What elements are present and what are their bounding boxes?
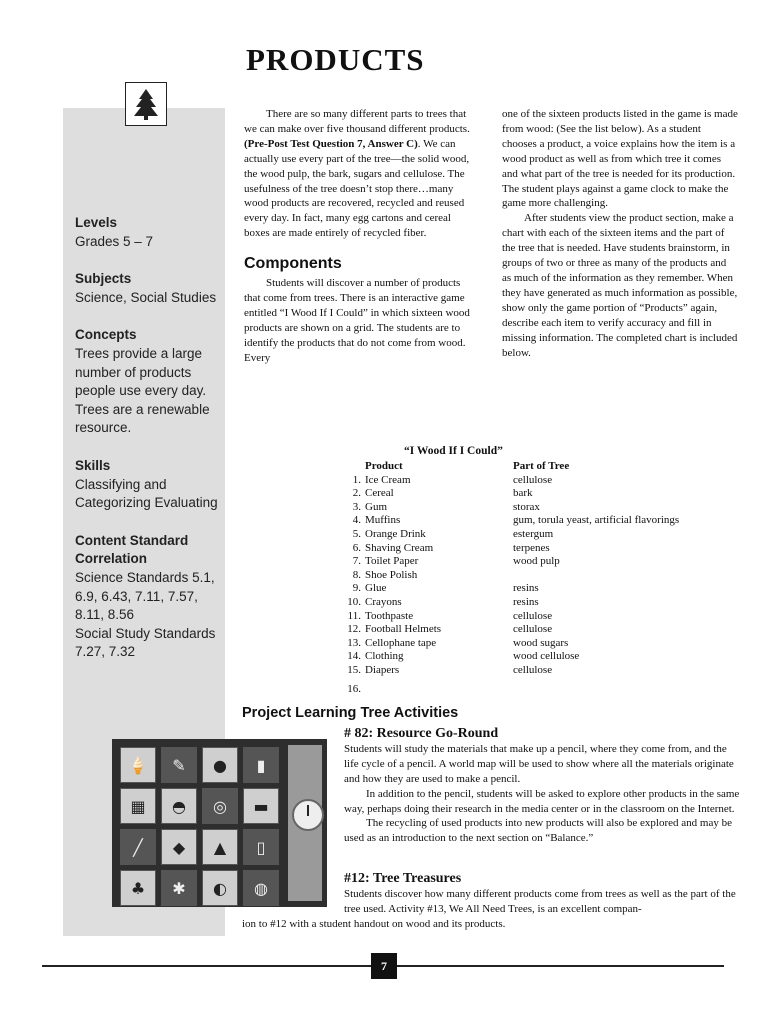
social-study-standards: Social Study Standards 7.27, 7.32: [75, 625, 216, 660]
concepts-heading: Concepts: [75, 327, 137, 343]
tape-icon: ◎: [202, 788, 238, 824]
clothing-icon: ♣: [120, 870, 156, 906]
subjects-value: Science, Social Studies: [75, 289, 217, 305]
helmet-icon: ◓: [161, 788, 197, 824]
components-heading: Components: [244, 255, 342, 273]
row-product: Toilet Paper: [365, 555, 419, 568]
row-product: Cellophane tape: [365, 636, 437, 649]
orange-drink-icon: ◐: [202, 870, 238, 906]
row-part: cellulose: [513, 663, 553, 676]
row-product: Shaving Cream: [365, 541, 434, 554]
table-row: [336, 683, 713, 697]
row-number: 5.: [352, 527, 361, 540]
row-number: 15.: [347, 663, 361, 676]
components-paragraph: Students will discover a number of products that come from trees. There is an interactive game entitled “I Wood If I Could” in which sixteen wood products are shown on a grid. The students are to identify the products that do not come from wood. Every: [244, 277, 470, 364]
ice-cream-icon: 🍦: [120, 747, 156, 783]
diapers-icon: ◆: [161, 829, 197, 865]
table-row: [336, 569, 713, 583]
table-row: [336, 528, 713, 542]
row-number: 11.: [347, 609, 361, 622]
page-number: 7: [371, 953, 397, 979]
row-part: [513, 569, 713, 583]
table-row: [336, 582, 713, 596]
row-product: Crayons: [365, 595, 402, 608]
row-part: resins: [513, 582, 539, 595]
row-number: 2.: [352, 487, 361, 500]
row-part: estergum: [513, 527, 554, 540]
product-grid: [120, 747, 280, 906]
row-part: cellulose: [513, 473, 553, 486]
bottle-icon: ▮: [243, 747, 279, 783]
row-part: storax: [513, 500, 540, 513]
page-title: PRODUCTS: [246, 42, 425, 77]
activity-12-p1: Students discover how many different products come from trees as well as the part of the tree used. Activity #13, We All Need Trees, is an excellent compan-: [344, 887, 736, 915]
row-product: Glue: [365, 582, 387, 595]
activity-82-p2: In addition to the pencil, students will be asked to explore other products in the same way, perhaps doing their research in the media center or in the classroom on the Internet.: [344, 787, 740, 815]
row-product: Muffins: [365, 514, 401, 527]
row-number: 4.: [352, 514, 361, 527]
header-product: Product: [365, 460, 403, 472]
levels-value: Grades 5 – 7: [75, 233, 154, 249]
glue-icon: ▲: [202, 829, 238, 865]
row-product: Shoe Polish: [365, 568, 418, 581]
table-row: [336, 514, 713, 528]
row-product: Toothpaste: [365, 609, 414, 622]
row-number: 12.: [347, 623, 361, 636]
row-number: 6.: [352, 541, 361, 554]
gum-icon: ▬: [243, 788, 279, 824]
toilet-paper-icon: ◍: [243, 870, 279, 906]
table-row: [336, 610, 713, 624]
activity-82-p3: The recycling of used products into new products will also be explored and may be used as an introduction to the next section on “Balance.”: [344, 817, 732, 845]
row-part: terpenes: [513, 541, 550, 554]
row-part: cellulose: [513, 609, 553, 622]
subjects-heading: Subjects: [75, 271, 132, 287]
row-product: Football Helmets: [365, 623, 442, 636]
row-product: Cereal: [365, 487, 394, 500]
row-number: 3.: [352, 500, 361, 513]
chart-instructions: After students view the product section, make a chart with each of the sixteen items and the part of the tree that is needed. Have students brainstorm, in groups of two or three as many of the products and as much of the information as they remember. When they have generated as much information as possible, show only the game portion of “Products” again, describe each item to verify accuracy and fill in missing information. The completed chart is included below.: [502, 212, 738, 359]
intro-column-left: [244, 107, 477, 366]
sidebar-text: [75, 214, 223, 662]
products-table: [336, 460, 713, 696]
row-number: 10.: [347, 595, 361, 608]
science-standards: Science Standards 5.1, 6.9, 6.43, 7.11, 7.57, 8.11, 8.56: [75, 569, 215, 623]
row-number: 8.: [352, 568, 361, 581]
intro-paragraph: There are so many different parts to trees that we can make over five thousand different products. (Pre-Post Test Question 7, Answer C). We can actually use every part of the tree—the solid wood, the wood pulp, the bark, sugars and cellulose. The usefulness of the tree doesn’t stop there…many wood products are recovered, recycled and reused every day. In fact, many egg cartons and cereal boxes are made entirely of recycled fiber.: [244, 108, 470, 240]
table-row: [336, 501, 713, 515]
table-row: [336, 555, 713, 569]
muffin-icon: ✱: [161, 870, 197, 906]
table-row: [336, 637, 713, 651]
table-header: [336, 460, 713, 474]
row-part: wood pulp: [513, 555, 560, 568]
row-number: 13.: [347, 636, 361, 649]
toothpaste-icon: ╱: [120, 829, 156, 865]
shaving-cream-icon: ▯: [243, 829, 279, 865]
game-paragraph: one of the sixteen products listed in the game is made from wood: (See the list below). As a student chooses a product, a voice explains how the item is a wood product as well as from which tree it comes and what part of the tree is needed for its production. The student plays against a game clock to make the game more challenging.: [502, 108, 738, 210]
intro-column-right: [502, 107, 738, 360]
row-product: [365, 683, 513, 697]
row-part: [513, 683, 713, 697]
activity-82-heading: # 82: Resource Go-Round: [344, 726, 499, 741]
table-row: [336, 650, 713, 664]
row-product: Orange Drink: [365, 527, 426, 540]
row-product: Diapers: [365, 663, 400, 676]
plt-heading: Project Learning Tree Activities: [242, 705, 459, 721]
activity-12-heading: #12: Tree Treasures: [344, 871, 462, 886]
activity-12: [344, 872, 740, 917]
row-number: 1.: [352, 473, 361, 486]
row-number: 14.: [347, 650, 361, 663]
row-product: Gum: [365, 500, 387, 513]
table-row: [336, 596, 713, 610]
header-part: Part of Tree: [513, 460, 570, 472]
crayons-icon: ✎: [161, 747, 197, 783]
row-product: Ice Cream: [365, 473, 411, 486]
skills-heading: Skills: [75, 457, 111, 473]
row-product: Clothing: [365, 650, 404, 663]
skills-value: Classifying and Categorizing Evaluating: [75, 476, 218, 511]
content-standard-heading: Content Standard Correlation: [75, 532, 189, 567]
activity-82: [344, 727, 740, 846]
clock-icon: [292, 799, 324, 831]
table-row: [336, 474, 713, 488]
row-part: wood cellulose: [513, 650, 580, 663]
row-number: 9.: [352, 582, 361, 595]
activity-12-p2: ion to #12 with a student handout on wood and its products.: [242, 918, 506, 930]
row-part: cellulose: [513, 623, 553, 636]
table-row: [336, 664, 713, 678]
chart-title: “I Wood If I Could”: [404, 445, 503, 457]
game-screenshot: [112, 739, 327, 907]
activity-82-p1: Students will study the materials that make up a pencil, where they come from, and the life cycle of a pencil. A world map will be used to show where all the materials originate and how they are used to make a pencil.: [344, 742, 734, 785]
row-part: bark: [513, 487, 533, 500]
concepts-value: Trees provide a large number of products people use every day. Trees are a renewable resource.: [75, 345, 210, 436]
table-row: [336, 623, 713, 637]
shoe-polish-icon: ●: [202, 747, 238, 783]
table-row: [336, 542, 713, 556]
row-part: gum, torula yeast, artificial flavorings: [513, 514, 680, 527]
table-row: [336, 487, 713, 501]
tree-icon: [125, 82, 167, 126]
row-part: resins: [513, 595, 539, 608]
cereal-icon: ▦: [120, 788, 156, 824]
row-number: 16.: [347, 682, 361, 695]
row-number: 7.: [352, 555, 361, 568]
levels-heading: Levels: [75, 215, 118, 230]
row-part: wood sugars: [513, 636, 569, 649]
